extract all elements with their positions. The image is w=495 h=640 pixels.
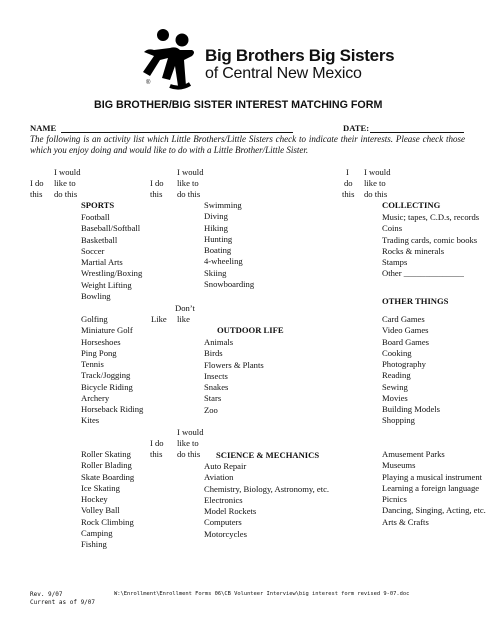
logo-line1: Big Brothers Big Sisters — [205, 46, 395, 65]
list-item: Coins — [382, 223, 403, 234]
list-item: Stamps — [382, 257, 408, 267]
header-i-do-2: I do — [150, 178, 164, 188]
other-things-list — [382, 314, 440, 427]
sports-list — [81, 212, 142, 302]
header-like-to-2: like to — [177, 178, 199, 188]
list-item: Video Games — [382, 325, 429, 336]
list-item: Stars — [204, 393, 222, 404]
list-item: Diving — [204, 211, 228, 222]
footer-path: W:\Enrollment\Enrollment Forms 06\CB Volunteer Interview\big interest form revised 9-07.doc — [114, 591, 410, 597]
header-i-would-1: I would — [54, 167, 81, 177]
list-item: 4-wheeling — [204, 256, 243, 267]
name-field[interactable] — [61, 131, 293, 133]
list-item: Computers — [204, 517, 242, 528]
list-item: Animals — [204, 337, 234, 347]
list-item: Archery — [81, 392, 110, 403]
list-item: Reading — [382, 370, 411, 381]
list-item: Skate Boarding — [81, 471, 135, 482]
list-item: Track/Jogging — [81, 370, 131, 381]
list-item: Weight Lifting — [81, 279, 132, 290]
header-like-to-3: like to — [364, 178, 386, 188]
list-item: Trading cards, comic books — [382, 234, 478, 245]
header-do-this-3: do this — [364, 189, 388, 199]
footer-rev: Rev. 9/07 — [30, 591, 63, 598]
footer-current: Current as of 9/07 — [30, 599, 96, 606]
list-item: Swimming — [204, 200, 242, 210]
list-item: Boating — [204, 245, 232, 255]
header-like-to-1: like to — [54, 178, 76, 188]
header-do-this-1: do this — [54, 189, 78, 199]
header-dont: Don’t — [175, 303, 195, 313]
header-this-4: this — [150, 449, 163, 459]
header-i-would-4: I would — [177, 427, 204, 437]
list-item: Bicycle Riding — [81, 381, 133, 392]
list-item: Music; tapes, C.D.s, records — [382, 212, 480, 222]
header-like-lower: like — [177, 314, 190, 324]
list-item: Miniature Golf — [81, 325, 133, 336]
section-science: SCIENCE & MECHANICS — [216, 450, 320, 460]
activity-list-2 — [204, 200, 254, 290]
list-item: Football — [81, 212, 110, 222]
date-field[interactable] — [370, 131, 464, 133]
list-item: Roller Skating — [81, 449, 131, 459]
list-item: Skiing — [204, 267, 227, 278]
list-item: Fishing — [81, 539, 107, 549]
list-item: Electronics — [204, 494, 243, 505]
list-item: Basketball — [81, 234, 118, 245]
outdoor-list — [204, 337, 264, 416]
logo-line2: of Central New Mexico — [205, 65, 362, 82]
list-item: Horseback Riding — [81, 404, 144, 414]
list-item: Photography — [382, 359, 426, 369]
page-title: BIG BROTHER/BIG SISTER INTEREST MATCHING FORM — [94, 99, 383, 111]
list-item: Rock Climbing — [81, 516, 134, 527]
list-item: Board Games — [382, 336, 430, 347]
list-item: Card Games — [382, 314, 425, 324]
header-i-would-3: I would — [364, 167, 391, 177]
list-item: Wrestling/Boxing — [81, 268, 143, 279]
list-item: Ice Skating — [81, 482, 120, 493]
list-item: Arts & Crafts — [382, 516, 429, 527]
list-item: Cooking — [382, 347, 412, 358]
list-item: Martial Arts — [81, 257, 123, 267]
list-item: Building Models — [382, 404, 441, 414]
sports-list-c — [81, 449, 134, 550]
list-item: Chemistry, Biology, Astronomy, etc. — [204, 483, 330, 494]
header-this-2: this — [150, 189, 163, 199]
list-item: Golfing — [81, 314, 108, 324]
instructions: The following is an activity list which Little Brothers/Little Sisters check to indicate their interests. Please check those which you enjoy doing and would like to do with a Little Brother/Little Sister. — [30, 134, 465, 156]
list-item: Baseball/Softball — [81, 223, 141, 234]
list-item: Roller Blading — [81, 460, 132, 471]
list-item: Zoo — [204, 404, 218, 415]
collecting-list — [382, 212, 479, 280]
list-item: Soccer — [81, 245, 105, 256]
section-outdoor-life: OUTDOOR LIFE — [217, 325, 284, 335]
section-other-things: OTHER THINGS — [382, 296, 449, 306]
registered-mark: ® — [146, 80, 151, 86]
list-item: Hunting — [204, 233, 233, 244]
list-item: Picnics — [382, 494, 407, 504]
date-label: DATE: — [343, 123, 370, 133]
list-item: Motorcycles — [204, 528, 247, 539]
list-item: Hockey — [81, 494, 108, 504]
list-item: Auto Repair — [204, 461, 247, 471]
list-item: Tennis — [81, 359, 104, 369]
list-item: Aviation — [204, 472, 234, 483]
list-item: Volley Ball — [81, 505, 120, 516]
list-item: Flowers & Plants — [204, 359, 264, 370]
header-this-3: this — [342, 189, 355, 199]
list-item: Hiking — [204, 222, 228, 233]
list-item: Other ______________ — [382, 268, 464, 279]
other-things-list-c — [382, 449, 486, 528]
header-like-cap: Like — [151, 314, 167, 324]
name-label: NAME — [30, 123, 57, 133]
section-collecting: COLLECTING — [382, 200, 441, 210]
header-do-this-4: do this — [177, 449, 201, 459]
list-item: Bowling — [81, 290, 111, 301]
list-item: Ping Pong — [81, 347, 117, 358]
header-i-3: I — [346, 167, 349, 177]
list-item: Insects — [204, 370, 228, 381]
list-item: Kites — [81, 415, 100, 426]
list-item: Rocks & minerals — [382, 245, 445, 256]
header-i-would-2: I would — [177, 167, 204, 177]
sports-list-b — [81, 314, 143, 427]
section-sports: SPORTS — [81, 200, 115, 210]
list-item: Shopping — [382, 415, 415, 426]
list-item: Dancing, Singing, Acting, etc. — [382, 505, 486, 516]
list-item: Horseshoes — [81, 336, 121, 347]
list-item: Snowboarding — [204, 278, 255, 289]
list-item: Birds — [204, 348, 223, 359]
list-item: Camping — [81, 527, 113, 538]
list-item: Movies — [382, 392, 408, 403]
science-list — [204, 461, 329, 540]
header-do-this-2: do this — [177, 189, 201, 199]
header-do-3: do — [344, 178, 353, 188]
list-item: Sewing — [382, 381, 408, 392]
list-item: Amusement Parks — [382, 449, 445, 459]
header-this-1: this — [30, 189, 43, 199]
header-like-to-4: like to — [177, 438, 199, 448]
list-item: Learning a foreign language — [382, 482, 480, 493]
list-item: Playing a musical instrument — [382, 471, 483, 482]
header-i-do-1: I do — [30, 178, 44, 188]
list-item: Model Rockets — [204, 506, 257, 516]
list-item: Museums — [382, 460, 416, 471]
list-item: Snakes — [204, 382, 229, 392]
header-i-do-4: I do — [150, 438, 164, 448]
